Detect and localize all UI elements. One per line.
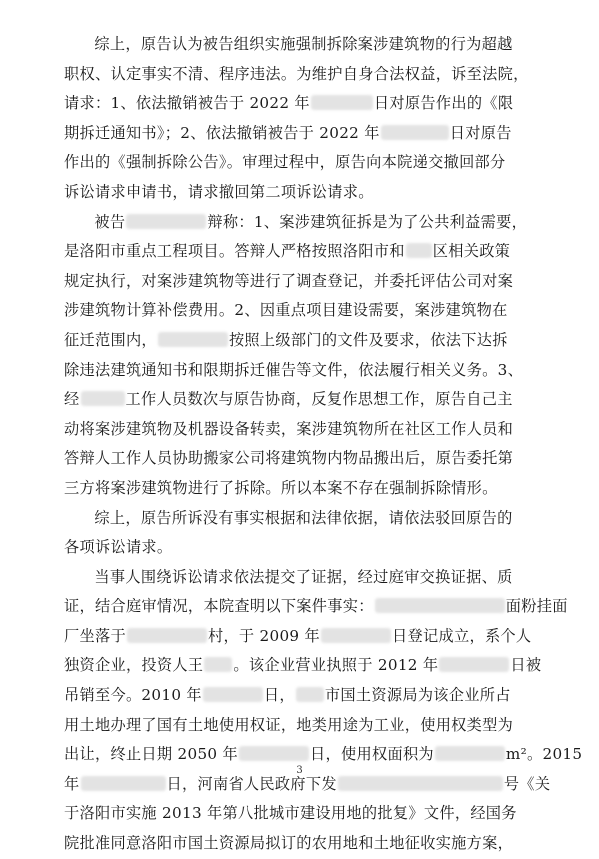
text-line <box>64 60 541 90</box>
text-line <box>64 89 541 119</box>
text-line <box>64 504 541 534</box>
redaction-blur <box>203 687 263 702</box>
redaction-blur <box>126 214 206 229</box>
text-line <box>64 356 541 386</box>
paragraph <box>64 563 583 859</box>
text-segment: 是洛阳市重点工程项目。答辩人严格按照洛阳市和 <box>64 242 405 261</box>
redaction-blur <box>239 746 309 761</box>
text-segment: 规定执行，对案涉建筑物等进行了调查登记，并委托评估公司对案 <box>64 271 514 290</box>
text-line <box>64 533 541 563</box>
text-segment: 号《关 <box>503 774 551 793</box>
text-segment: 职权、认定事实不清、程序违法。为维护自身合法权益，诉至法院， <box>64 64 529 83</box>
text-segment: 区相关政策 <box>432 242 511 261</box>
text-segment: 年 <box>64 774 80 793</box>
text-line <box>64 563 541 593</box>
redaction-blur <box>381 125 449 140</box>
text-segment: 请求：1、依法撤销被告于 2022 年 <box>64 94 310 113</box>
text-segment: 出让，终止日期 2050 年 <box>64 745 239 764</box>
text-segment: 当事人围绕诉讼请求依法提交了证据，经过庭审交换证据、质 <box>94 567 513 586</box>
text-segment: 动将案涉建筑物及机器设备转卖，案涉建筑物所在社区工作人员和 <box>64 419 514 438</box>
text-line <box>64 208 541 238</box>
text-segment: 。该企业营业执照于 2012 年 <box>233 656 439 675</box>
text-line <box>64 444 541 474</box>
text-segment: 诉讼请求申请书，请求撤回第二项诉讼请求。 <box>64 182 374 201</box>
paragraph <box>64 504 541 563</box>
text-segment: 院批准同意洛阳市国土资源局拟订的农用地和土地征收实施方案， <box>64 834 514 853</box>
text-segment: 日， <box>263 686 295 705</box>
paragraph <box>64 30 541 208</box>
text-segment: 面粉挂面 <box>505 597 568 616</box>
text-line <box>64 681 541 711</box>
text-segment: 按照上级部门的文件及要求，依法下达拆 <box>228 330 508 349</box>
text-segment: 答辩人工作人员协助搬家公司将建筑物内物品搬出后，原告委托第 <box>64 449 514 468</box>
redaction-blur <box>311 95 373 110</box>
text-segment: 日对原告 <box>449 123 512 142</box>
redaction-blur <box>81 391 125 406</box>
text-segment: 日，河南省人民政府下发 <box>166 774 337 793</box>
document-body <box>64 30 583 859</box>
text-line <box>64 30 541 60</box>
text-segment: 综上，原告认为被告组织实施强制拆除案涉建筑物的行为超越 <box>94 35 513 53</box>
text-segment: 三方将案涉建筑物进行了拆除。所以本案不存在强制拆除情形。 <box>64 478 498 497</box>
redaction-blur <box>439 657 509 672</box>
redaction-blur <box>204 657 232 672</box>
text-line <box>64 237 541 267</box>
text-line <box>64 592 568 622</box>
redaction-blur <box>81 776 166 791</box>
text-segment: 经 <box>64 390 80 409</box>
redaction-blur <box>406 243 432 258</box>
text-segment: 日被 <box>510 656 542 675</box>
text-segment: 辩称：1、案涉建筑征拆是为了公共利益需要， <box>207 212 528 231</box>
redaction-blur <box>435 746 505 761</box>
redaction-blur <box>127 628 207 643</box>
text-segment: 各项诉讼请求。 <box>64 538 173 557</box>
redaction-blur <box>158 332 228 347</box>
text-line <box>64 119 541 149</box>
text-segment: 除违法建筑通知书和限期拆迁催告等文件，依法履行相关义务。3、 <box>64 360 524 379</box>
text-segment: 日，使用权面积为 <box>310 745 434 764</box>
text-line <box>64 296 541 326</box>
text-line <box>64 148 541 178</box>
text-segment: 征迁范围内， <box>64 330 157 349</box>
text-segment: 综上，原告所诉没有事实根据和法律依据，请依法驳回原告的 <box>94 508 513 527</box>
paragraph <box>64 208 541 504</box>
text-line <box>64 267 541 297</box>
text-line <box>64 799 541 829</box>
text-segment: 日登记成立，系个人 <box>392 626 532 645</box>
text-segment: m²。2015 <box>505 745 583 764</box>
text-line <box>64 622 541 652</box>
text-line <box>64 711 541 741</box>
text-segment: 吊销至今。2010 年 <box>64 686 202 705</box>
redaction-blur <box>375 598 505 613</box>
text-segment: 涉建筑物计算补偿费用。2、因重点项目建设需要，案涉建筑物在 <box>64 301 508 320</box>
text-segment: 期拆迁通知书》；2、依法撤销被告于 2022 年 <box>64 123 380 142</box>
redaction-blur <box>338 776 503 791</box>
text-line <box>64 829 541 859</box>
text-line <box>64 326 541 356</box>
text-segment: 市国土资源局为该企业所占 <box>324 686 511 705</box>
text-segment: 村，于 2009 年 <box>207 626 321 645</box>
text-segment: 于洛阳市实施 2013 年第八批城市建设用地的批复》文件，经国务 <box>64 804 517 823</box>
text-line <box>64 651 541 681</box>
text-segment: 被告 <box>94 212 126 231</box>
text-line <box>64 178 541 208</box>
page-number: 3 <box>296 765 303 776</box>
text-segment: 厂坐落于 <box>64 626 126 645</box>
redaction-blur <box>321 628 391 643</box>
text-line <box>64 385 541 415</box>
text-segment: 用土地办理了国有土地使用权证，地类用途为工业，使用权类型为 <box>64 715 514 734</box>
text-segment: 独资企业，投资人王 <box>64 656 204 675</box>
text-line <box>64 474 541 504</box>
text-segment: 日对原告作出的《限 <box>373 94 514 113</box>
text-segment: 工作人员数次与原告协商，反复作思想工作，原告自己主 <box>125 390 513 409</box>
text-segment: 作出的《强制拆除公告》。审理过程中，原告向本院递交撤回部分 <box>64 153 506 172</box>
text-segment: 证，结合庭审情况，本院查明以下案件事实： <box>64 597 374 616</box>
text-line <box>64 415 541 445</box>
redaction-blur <box>296 687 324 702</box>
